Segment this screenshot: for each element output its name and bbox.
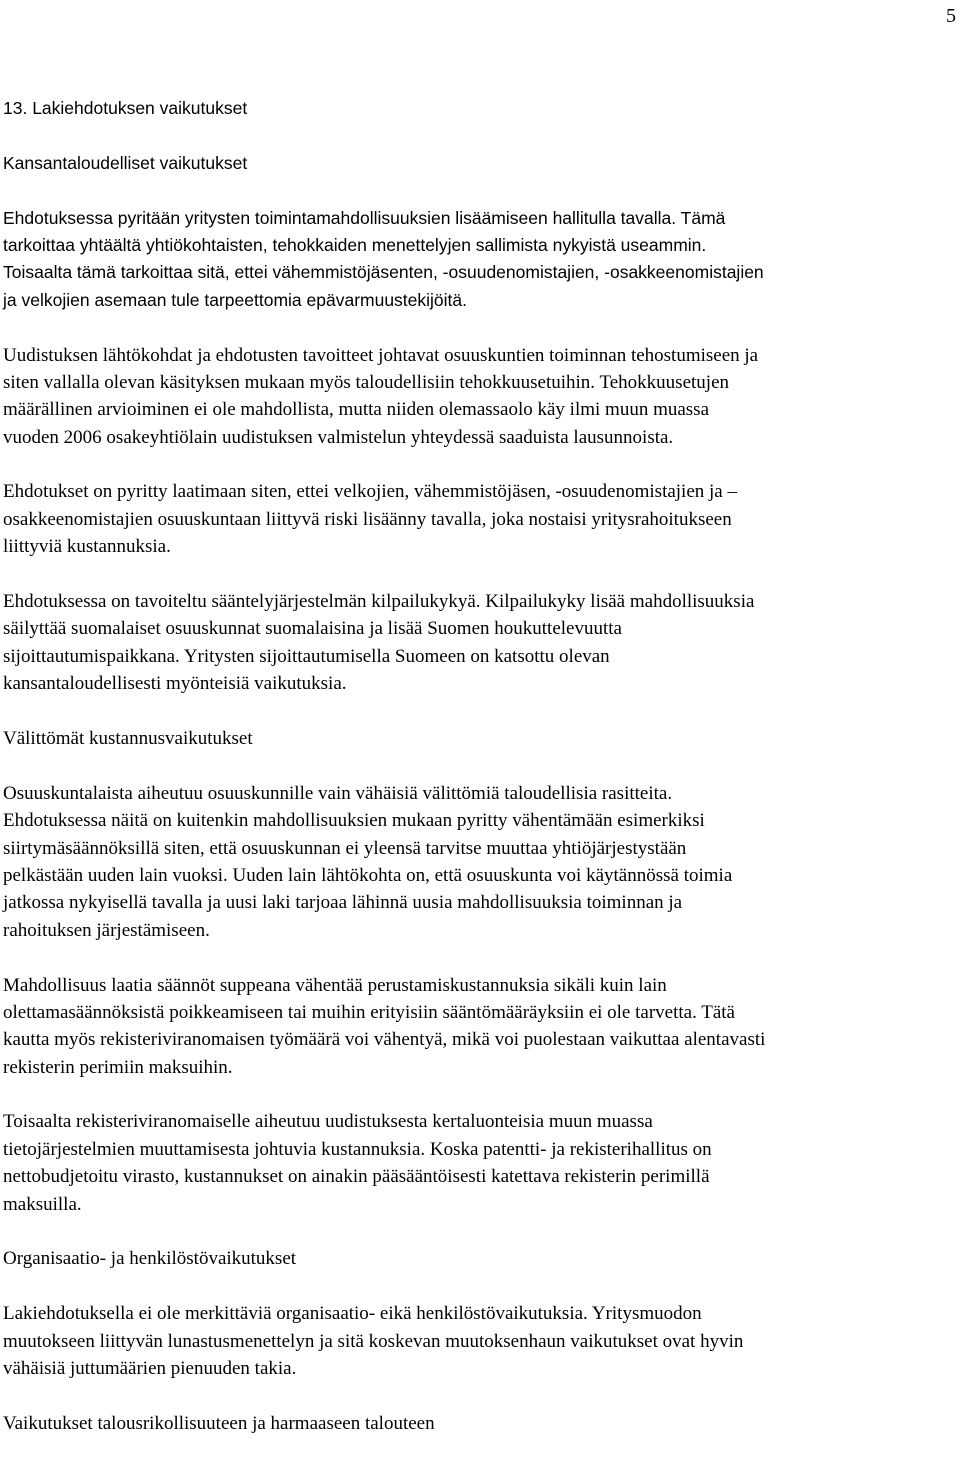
text-line: jatkossa nykyisellä tavalla ja uusi laki tarjoaa lähinnä uusia mahdollisuuksia toiminnan ja (3, 892, 683, 914)
text-line: kansantaloudellisesti myönteisiä vaikutuksia. (3, 673, 347, 695)
text-line: siten vallalla olevan käsityksen mukaan myös taloudellisiin tehokkuusetuihin. Tehokkuusetujen (3, 371, 729, 393)
text-line: muutokseen liittyvän lunastusmenettelyn ja sitä koskevan muutoksenhaun vaikutukset ovat hyvin (3, 1330, 744, 1352)
text-line: tietojärjestelmien muuttamisesta johtuvia kustannuksia. Koska patentti- ja rekisterihallitus on (3, 1138, 712, 1160)
page-number: 5 (946, 5, 956, 27)
text-line: ja velkojien asemaan tule tarpeettomia epävarmuustekijöitä. (3, 289, 468, 310)
text-line: säilyttää suomalaiset osuuskunnat suomalaisina ja lisää Suomen houkuttelevuutta (3, 618, 622, 640)
paragraph (3, 588, 957, 698)
text-line: nettobudjetoitu virasto, kustannukset on ainakin pääsääntöisesti katettava rekisterin perimillä (3, 1166, 710, 1188)
text-line: Ehdotuksessa näitä on kuitenkin mahdollisuuksien mukaan pyritty vähentämään esimerkiksi (3, 810, 705, 832)
text-line: määrällinen arvioiminen ei ole mahdollista, mutta niiden olemassaolo käy ilmi muun muassa (3, 399, 710, 421)
text-line: Toisaalta tämä tarkoittaa sitä, ettei vähemmistöjäsenten, -osuudenomistajien, -osakkeenomistajien (3, 262, 764, 283)
text-line: Välittömät kustannusvaikutukset (3, 727, 253, 749)
text-line: osakkeenomistajien osuuskuntaan liittyvä riski lisäänny tavalla, joka nostaisi yritysrahoitukseen (3, 508, 732, 530)
text-line: Uudistuksen lähtökohdat ja ehdotusten tavoitteet johtavat osuuskuntien toiminnan tehostumiseen ja (3, 344, 759, 366)
text-line: olettamasäännöksistä poikkeamiseen tai muihin erityisiin sääntömääräyksiin ei ole tarvetta. Tätä (3, 1001, 735, 1023)
text-line: Vaikutukset talousrikollisuuteen ja harmaaseen talouteen (3, 1412, 435, 1434)
text-line: Kansantaloudelliset vaikutukset (3, 152, 248, 173)
text-line: Ehdotuksessa pyritään yritysten toimintamahdollisuuksien lisäämiseen hallitulla tavalla. Tämä (3, 207, 726, 228)
text-line: pelkästään uuden lain vuoksi. Uuden lain lähtökohta on, että osuuskunta voi käytännössä toimia (3, 864, 733, 886)
paragraph (3, 780, 957, 944)
text-line: Lakiehdotuksella ei ole merkittäviä organisaatio- eikä henkilöstövaikutuksia. Yritysmuodon (3, 1303, 702, 1325)
text-line: vähäisiä juttumäärien pienuuden takia. (3, 1357, 297, 1379)
paragraph (3, 342, 957, 452)
section-heading (3, 150, 957, 177)
text-line: Toisaalta rekisteriviranomaiselle aiheutuu uudistuksesta kertaluonteisia muun muassa (3, 1111, 653, 1133)
paragraph (3, 1300, 957, 1382)
text-line: liittyviä kustannuksia. (3, 536, 171, 558)
text-line: rahoituksen järjestämiseen. (3, 919, 210, 941)
section-heading (3, 1245, 957, 1272)
section-heading (3, 725, 957, 752)
text-line: tarkoittaa yhtäältä yhtiökohtaisten, tehokkaiden menettelyjen sallimista nykyistä useammin. (3, 234, 707, 255)
text-line: 13. Lakiehdotuksen vaikutukset (3, 98, 248, 118)
paragraph (3, 1108, 957, 1218)
paragraph (3, 478, 957, 560)
text-line: sijoittautumispaikkana. Yritysten sijoittautumisella Suomeen on katsottu olevan (3, 645, 610, 667)
text-line: Organisaatio- ja henkilöstövaikutukset (3, 1248, 297, 1270)
paragraph (3, 972, 957, 1082)
text-line: Mahdollisuus laatia säännöt suppeana vähentää perustamiskustannuksia sikäli kuin lain (3, 974, 667, 996)
text-line: Osuuskuntalaista aiheutuu osuuskunnille vain vähäisiä välittömiä taloudellisia rasitteita. (3, 782, 673, 804)
text-line: vuoden 2006 osakeyhtiölain uudistuksen valmistelun yhteydessä saaduista lausunnoista. (3, 426, 674, 448)
text-line: Ehdotukset on pyritty laatimaan siten, ettei velkojien, vähemmistöjäsen, -osuudenomistajien ja – (3, 481, 737, 503)
text-line: kautta myös rekisteriviranomaisen työmäärä voi vähentyä, mikä voi puolestaan vaikuttaa alentavasti (3, 1029, 766, 1051)
text-line: siirtymäsäännöksillä siten, että osuuskunnan ei yleensä tarvitse muuttaa yhtiöjärjestystään (3, 837, 687, 859)
paragraph (3, 205, 957, 315)
text-line: maksuilla. (3, 1193, 82, 1215)
text-line: Ehdotuksessa on tavoiteltu sääntelyjärjestelmän kilpailukykyä. Kilpailukyky lisää mahdollisuuksia (3, 591, 755, 613)
section-heading (3, 1410, 957, 1437)
text-line: rekisterin perimiin maksuihin. (3, 1056, 233, 1078)
section-heading (3, 95, 957, 122)
document-body (3, 95, 957, 1465)
